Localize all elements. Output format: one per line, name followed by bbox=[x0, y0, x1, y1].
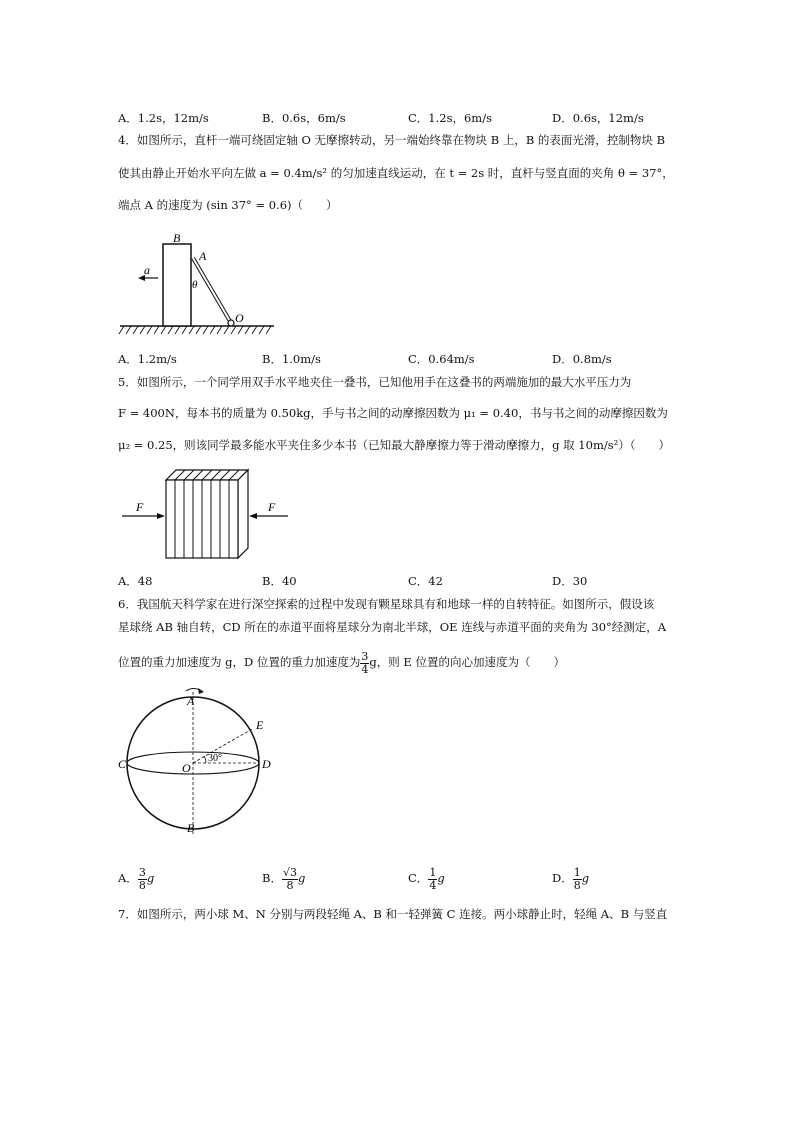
q5-option-c: C．42 bbox=[408, 574, 443, 588]
q3-option-b: B．0.6s，6m/s bbox=[262, 111, 346, 125]
q3-option-c: C．1.2s，6m/s bbox=[408, 111, 492, 125]
label-theta: θ bbox=[192, 279, 198, 291]
q3-option-d: D．0.6s，12m/s bbox=[552, 111, 644, 125]
q6-option-a: A． $\frac{3}{8}$ g bbox=[118, 865, 155, 892]
q6-figure bbox=[118, 688, 278, 838]
q5-option-d: D．30 bbox=[552, 574, 588, 588]
q4-option-a: A．1.2m/s bbox=[118, 352, 177, 366]
q6-stem-line3: 位置的重力加速度为 g，D 位置的重力加速度为 $\frac{3}{4}$ g，则 E 位置的向心加速度为（ ） bbox=[118, 649, 565, 676]
label-b: B bbox=[187, 821, 195, 835]
q5-option-a: A．48 bbox=[118, 574, 153, 588]
q5-figure bbox=[118, 466, 293, 566]
label-a: a bbox=[144, 263, 150, 277]
q4-option-b: B．1.0m/s bbox=[262, 352, 321, 366]
q4-figure bbox=[118, 230, 278, 340]
q6-option-c: C． $\frac{1}{4}$ g bbox=[408, 865, 445, 892]
label-a-point: A bbox=[199, 249, 207, 263]
label-o: O bbox=[235, 311, 244, 325]
arrow-head-icon bbox=[157, 513, 165, 519]
q6-option-d: D． $\frac{1}{8}$ g bbox=[552, 865, 590, 892]
block-b bbox=[163, 244, 191, 326]
q6-stem-line1: 6．我国航天科学家在进行深空探索的过程中发现有颗星球具有和地球一样的自转特征。如图所示，假设该 bbox=[118, 597, 655, 611]
label-f-left: F bbox=[136, 500, 144, 514]
label-b: B bbox=[173, 231, 181, 245]
q5-stem-line1: 5．如图所示，一个同学用双手水平地夹住一叠书，已知他用手在这叠书的两端施加的最大水平压力为 bbox=[118, 375, 632, 389]
q4-stem-line1: 4．如图所示，直杆一端可绕固定轴 O 无摩擦转动，另一端始终靠在物块 B 上，B 的表面光滑，控制物块 B bbox=[118, 133, 666, 147]
arrow-head-icon bbox=[249, 513, 257, 519]
label-e: E bbox=[256, 718, 264, 732]
fraction-three-quarters: $\frac{3}{4}$ bbox=[361, 649, 369, 676]
q7-stem-line1: 7．如图所示，两小球 M、N 分别与两段轻绳 A、B 和一轻弹簧 C 连接。两小球静止时，轻绳 A、B 与竖直 bbox=[118, 907, 668, 921]
q4-stem-line3: 端点 A 的速度为 (sin 37° = 0.6)（ ） bbox=[118, 198, 338, 212]
pivot-o bbox=[228, 320, 234, 326]
q5-option-b: B．40 bbox=[262, 574, 297, 588]
label-a: A bbox=[187, 694, 195, 708]
label-d: D bbox=[262, 757, 271, 771]
ground-hatching bbox=[119, 326, 271, 334]
q4-stem-line2: 使其由静止开始水平向左做 a = 0.4m/s² 的匀加速直线运动，在 t = 2s 时，直杆与竖直面的夹角 θ = 37°， bbox=[118, 166, 674, 180]
q6-option-b: B． $\frac{√3}{8}$ g bbox=[262, 865, 306, 892]
label-o: O bbox=[182, 761, 191, 775]
label-f-right: F bbox=[268, 500, 276, 514]
book-stack bbox=[166, 470, 248, 558]
q4-option-d: D．0.8m/s bbox=[552, 352, 612, 366]
label-angle: 30° bbox=[208, 753, 222, 764]
label-c: C bbox=[118, 757, 127, 771]
rotation-arrow-icon bbox=[198, 688, 204, 694]
q5-stem-line3: μ₂ = 0.25，则该同学最多能水平夹住多少本书（已知最大静摩擦力等于滑动摩擦力，g 取 10m/s²）（ ） bbox=[118, 438, 670, 452]
q3-option-a: A．1.2s，12m/s bbox=[118, 111, 209, 125]
q5-stem-line2: F = 400N，每本书的质量为 0.50kg，手与书之间的动摩擦因数为 μ₁ = 0.40，书与书之间的动摩擦因数为 bbox=[118, 406, 668, 420]
q6-stem-line2: 星球绕 AB 轴自转，CD 所在的赤道平面将星球分为南北半球，OE 连线与赤道平面的夹角为 30°经测定，A bbox=[118, 620, 667, 634]
q4-option-c: C．0.64m/s bbox=[408, 352, 475, 366]
